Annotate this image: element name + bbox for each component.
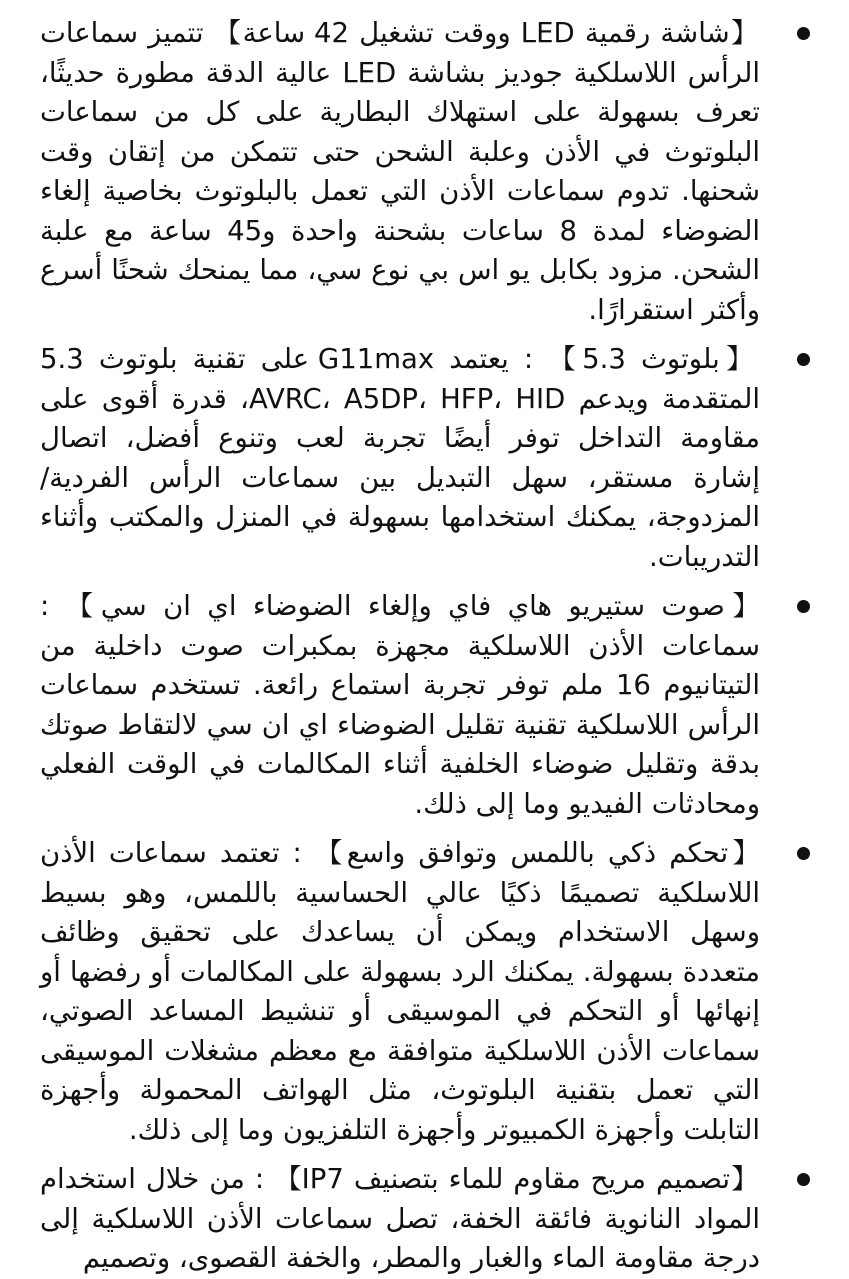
list-item bbox=[40, 340, 829, 577]
feature-text-touch-control: 【تحكم ذكي باللمس وتوافق واسع】 : تعتمد سماعات الأذن اللاسلكية تصميمًا ذكيًا عالي الحساسية باللمس، وهو بسيط وسهل الاستخدام ويمكن أن يساعدك على تحقيق وظائف متعددة بسهولة. يمكنك الرد بسهولة على المكالمات أو رفضها أو إنهائها أو التحكم في الموسيقى أو تنشيط المساعد الصوتي، سماعات الأذن اللاسلكية متوافقة مع معظم مشغلات الموسيقى التي تعمل بتقنية البلوتوث، مثل الهواتف المحمولة وأجهزة التابلت وأجهزة الكمبيوتر وأجهزة التلفزيون وما إلى ذلك. bbox=[40, 837, 760, 1146]
list-item bbox=[40, 14, 829, 330]
list-item bbox=[40, 1160, 829, 1279]
feature-text-stereo-anc: 【صوت ستيريو هاي فاي وإلغاء الضوضاء اي ان سي】 : سماعات الأذن اللاسلكية مجهزة بمكبرات صوت داخلية من التيتانيوم 16 ملم توفر تجربة استماع رائعة. تستخدم سماعات الرأس اللاسلكية تقنية تقليل الضوضاء اي ان سي لالتقاط صوتك بدقة وتقليل ضوضاء الخلفية أثناء المكالمات في الوقت الفعلي ومحادثات الفيديو وما إلى ذلك. bbox=[40, 590, 760, 820]
feature-text-bluetooth: 【بلوتوث 5.3】 : يعتمد G11max على تقنية بلوتوث 5.3 المتقدمة ويدعم AVRC، A5DP، HFP، HID، قدرة أقوى على مقاومة التداخل توفر أيضًا تجربة لعب وتنوع أفضل، اتصال إشارة مستقر، سهل التبديل بين سماعات الرأس الفردية/المزدوجة، يمكنك استخدامها بسهولة في المنزل والمكتب وأثناء التدريبات. bbox=[40, 343, 760, 573]
feature-text-led-display: 【شاشة رقمية LED ووقت تشغيل 42 ساعة】 تتميز سماعات الرأس اللاسلكية جوديز بشاشة LED عالية الدقة مطورة حديثًا، تعرف بسهولة على استهلاك البطارية على كل من سماعات البلوتوث في الأذن وعلبة الشحن حتى تتمكن من إتقان وقت شحنها. تدوم سماعات الأذن التي تعمل بالبلوتوث بخاصية إلغاء الضوضاء لمدة 8 ساعات بشحنة واحدة و45 ساعة مع علبة الشحن. مزود بكابل يو اس بي نوع سي، مما يمنحك شحنًا أسرع وأكثر استقرارًا. bbox=[40, 17, 761, 326]
feature-list bbox=[40, 14, 829, 1279]
bullet-icon bbox=[797, 847, 810, 860]
list-item bbox=[40, 587, 829, 824]
feature-text-waterproof: 【تصميم مريح مقاوم للماء بتصنيف IP7】 : من خلال استخدام المواد النانوية فائقة الخفة، تصل سماعات الأذن اللاسلكية إلى درجة مقاومة الماء والغبار والمطر، والخفة القصوى، وتصميم bbox=[40, 1163, 760, 1274]
list-item bbox=[40, 834, 829, 1150]
bullet-icon bbox=[797, 1173, 810, 1186]
bullet-icon bbox=[797, 600, 810, 613]
bullet-icon bbox=[797, 353, 810, 366]
bullet-icon bbox=[797, 27, 810, 40]
